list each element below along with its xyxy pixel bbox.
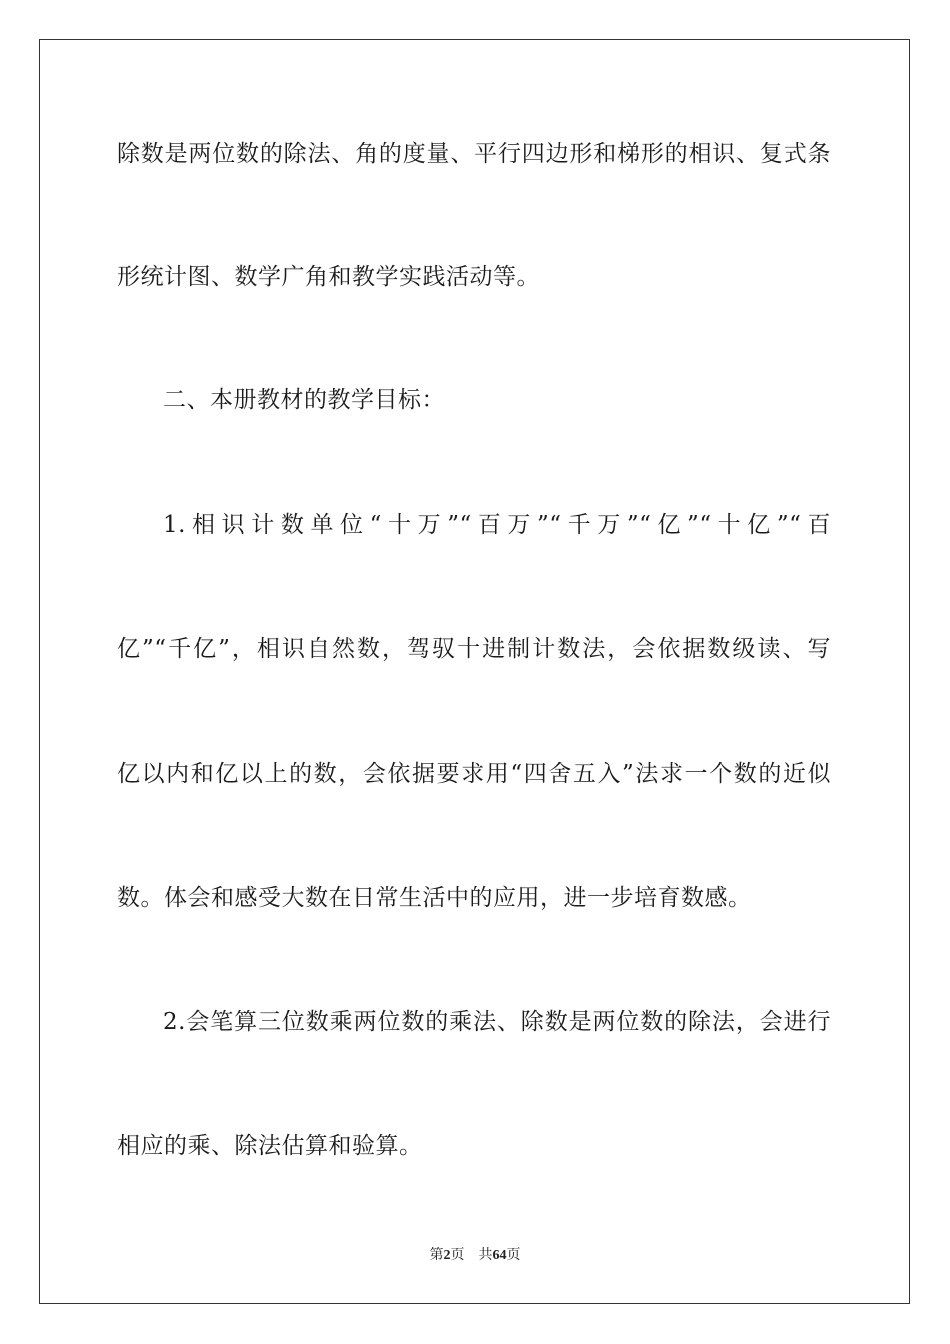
body-line-5: 亿”“千亿”，相识自然数，驾驭十进制计数法，会依据数级读、写 bbox=[117, 636, 831, 662]
page-footer bbox=[0, 1247, 950, 1265]
body-line-9: 相应的乘、除法估算和验算。 bbox=[117, 1133, 423, 1159]
section-heading: 二、本册教材的教学目标： bbox=[163, 387, 445, 413]
footer-page-suffix: 页 bbox=[450, 1248, 465, 1263]
body-line-4: 1.相识计数单位“十万”“百万”“千万”“亿”“十亿”“百 bbox=[163, 512, 831, 538]
footer-total-pages: 64 bbox=[492, 1248, 507, 1263]
footer-total-prefix: 共 bbox=[478, 1248, 493, 1263]
body-line-6: 亿以内和亿以上的数，会依据要求用“四舍五入”法求一个数的近似 bbox=[117, 761, 831, 787]
body-line-7: 数。体会和感受大数在日常生活中的应用，进一步培育数感。 bbox=[117, 885, 752, 911]
page-border bbox=[39, 39, 910, 1304]
body-line-1: 除数是两位数的除法、角的度量、平行四边形和梯形的相识、复式条 bbox=[117, 141, 831, 167]
footer-page-number: 2 bbox=[443, 1248, 451, 1263]
footer-total-suffix: 页 bbox=[506, 1248, 521, 1263]
body-line-8: 2.会笔算三位数乘两位数的乘法、除数是两位数的除法，会进行 bbox=[163, 1009, 831, 1035]
body-line-2: 形统计图、数学广角和教学实践活动等。 bbox=[117, 264, 540, 290]
footer-page-prefix: 第 bbox=[429, 1248, 444, 1263]
